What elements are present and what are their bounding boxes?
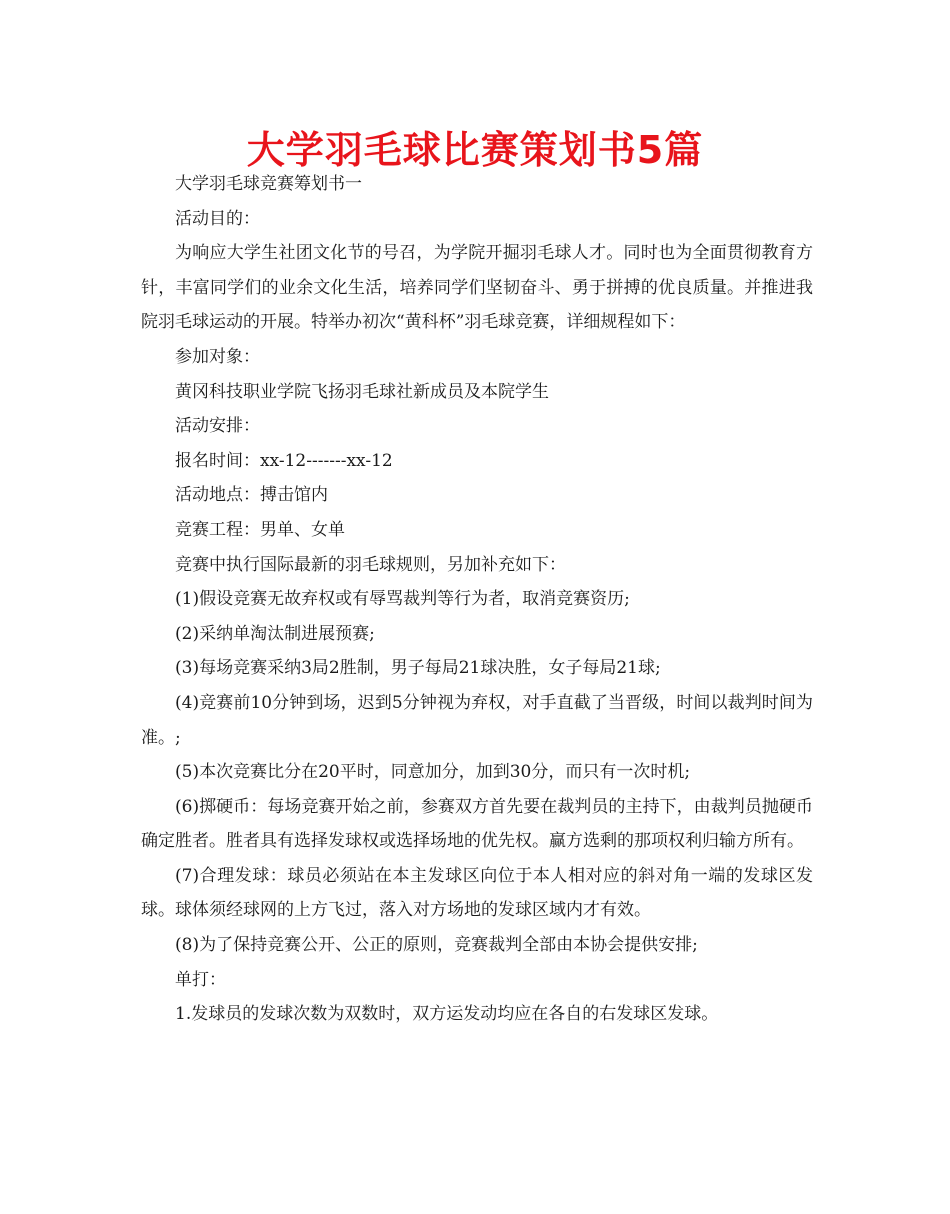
label-arrangement: 活动安排： (175, 416, 260, 437)
paragraph-participants: 黄冈科技职业学院飞扬羽毛球社新成员及本院学生 (175, 381, 549, 402)
label-singles: 单打： (175, 969, 226, 990)
rule-item-5: (5)本次竞赛比分在20平时，同意加分，加到30分，而只有一次时机; (175, 762, 691, 783)
singles-rule-1: 1.发球员的发球次数为双数时，双方运发动均应在各自的右发球区发球。 (175, 1004, 719, 1025)
paragraph-purpose: 为响应大学生社团文化节的号召，为学院开掘羽毛球人才。同时也为全面贯彻教育方针，丰富同学们的业余文化生活，培养同学们坚韧奋斗、勇于拼搏的优良质量。并推进我院羽毛球运动的开展。特举办初次“黄科杯”羽毛球竞赛，详细规程如下： (141, 243, 813, 333)
line-events: 竞赛工程：男单、女单 (175, 519, 345, 540)
document-title: 大学羽毛球比赛策划书5篇 (246, 128, 704, 172)
rule-item-2: (2)采纳单淘汰制进展预赛; (175, 623, 375, 644)
line-registration-time: 报名时间：xx-12-------xx-12 (175, 450, 393, 471)
label-activity-purpose: 活动目的： (175, 208, 260, 229)
rule-item-3: (3)每场竞赛采纳3局2胜制，男子每局21球决胜，女子每局21球; (175, 658, 661, 679)
line-venue: 活动地点：搏击馆内 (175, 485, 328, 506)
label-participants: 参加对象： (175, 346, 260, 367)
document-body (141, 167, 813, 1032)
rule-item-1: (1)假设竞赛无故弃权或有辱骂裁判等行为者，取消竞赛资历; (175, 589, 630, 610)
section-heading-1: 大学羽毛球竞赛筹划书一 (175, 174, 362, 194)
rule-item-4: (4)竞赛前10分钟到场，迟到5分钟视为弃权，对手直截了当晋级，时间以裁判时间为准。; (141, 692, 813, 748)
rule-item-7: (7)合理发球：球员必须站在本主发球区向位于本人相对应的斜对角一端的发球区发球。球体须经球网的上方飞过，落入对方场地的发球区域内才有效。 (141, 865, 813, 921)
rule-item-6: (6)掷硬币：每场竞赛开始之前，参赛双方首先要在裁判员的主持下，由裁判员抛硬币确定胜者。胜者具有选择发球权或选择场地的优先权。赢方选剩的那项权利归输方所有。 (141, 796, 813, 852)
line-rules-intro: 竞赛中执行国际最新的羽毛球规则，另加补充如下： (175, 554, 566, 575)
rule-item-8: (8)为了保持竞赛公开、公正的原则，竞赛裁判全部由本协会提供安排; (175, 935, 698, 956)
